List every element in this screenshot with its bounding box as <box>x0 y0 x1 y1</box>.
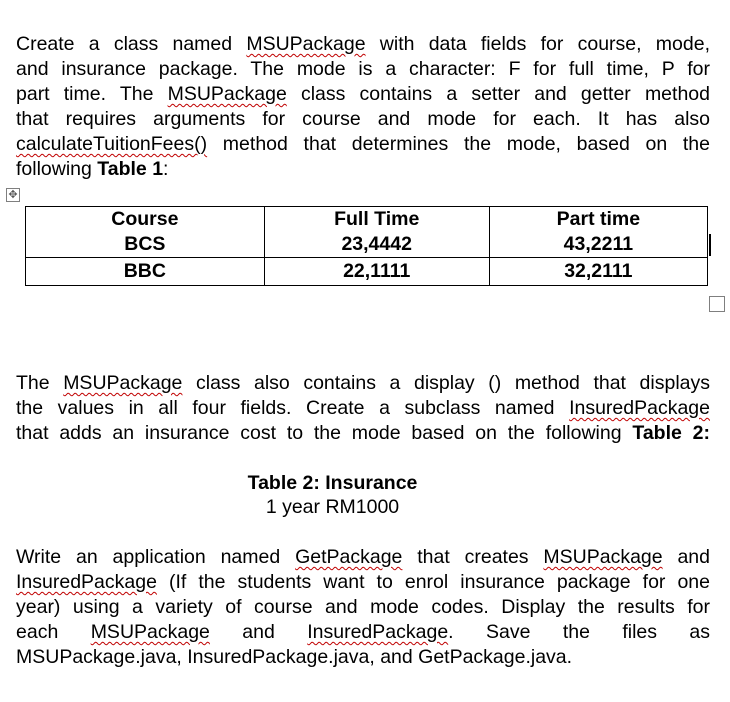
middle-line-1: The MSUPackage class also contains a display () method that displays <box>16 372 710 394</box>
resize-handle-icon[interactable] <box>709 296 725 312</box>
final-line-2: InsuredPackage (If the students want to enrol insurance package for one <box>16 571 710 593</box>
header-course: Course <box>111 208 179 230</box>
final-line-4: each MSUPackage and InsuredPackage. Save the files as <box>16 621 710 643</box>
final-line-3: year) using a variety of course and mode codes. Display the results for <box>16 596 710 618</box>
table-cell: BBC <box>26 258 265 286</box>
final-line-1: Write an application named GetPackage that creates MSUPackage and <box>16 546 710 568</box>
table-cell: 32,2111 <box>489 258 707 286</box>
middle-line-2: the values in all four fields. Create a subclass named InsuredPackage <box>16 397 710 419</box>
intro-paragraph <box>16 32 710 182</box>
row-full-time: 23,4442 <box>341 233 412 255</box>
table-2-row: 1 year RM1000 <box>265 496 400 518</box>
move-cross-icon[interactable]: ✥ <box>6 188 20 202</box>
row-course: BCS <box>124 233 166 255</box>
row-end-marker <box>709 234 711 256</box>
header-full-time: Full Time <box>334 208 420 230</box>
table-row <box>26 258 708 286</box>
middle-line-3: that adds an insurance cost to the mode based on the following Table 2: <box>16 422 710 444</box>
intro-line-2: and insurance package. The mode is a character: F for full time, P for <box>16 58 710 80</box>
intro-line-5: calculateTuitionFees() method that determines the mode, based on the <box>16 133 710 155</box>
table-1 <box>25 206 708 286</box>
middle-paragraph <box>16 371 710 446</box>
table-cell: 22,1111 <box>264 258 489 286</box>
header-part-time: Part time <box>556 208 641 230</box>
intro-line-4: that requires arguments for course and mode for each. It has also <box>16 108 710 130</box>
intro-line-3: part time. The MSUPackage class contains a setter and getter method <box>16 83 710 105</box>
final-line-5: MSUPackage.java, InsuredPackage.java, and GetPackage.java. <box>16 646 573 668</box>
table-cell <box>489 207 707 258</box>
intro-line-1: Create a class named MSUPackage with data fields for course, mode, <box>16 33 710 55</box>
table-row <box>26 207 708 258</box>
table-cell <box>264 207 489 258</box>
final-paragraph <box>16 545 710 670</box>
row-part-time: 43,2211 <box>563 233 634 255</box>
intro-line-6: following Table 1: <box>16 158 169 180</box>
table-2-title: Table 2: Insurance <box>247 472 418 494</box>
table-cell <box>26 207 265 258</box>
